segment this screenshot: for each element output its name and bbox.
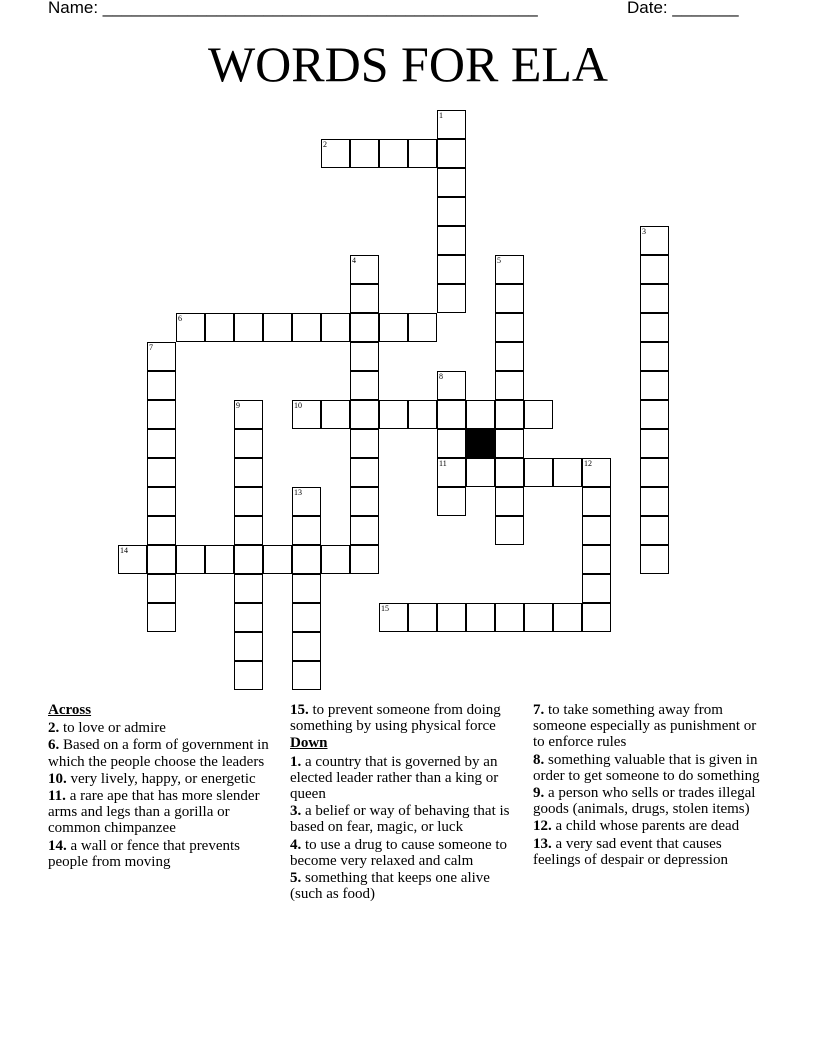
clue-number-label: 12 <box>584 459 592 468</box>
crossword-cell[interactable] <box>524 458 553 487</box>
crossword-cell[interactable] <box>640 458 669 487</box>
clue-number-label: 13 <box>294 488 302 497</box>
crossword-cell[interactable] <box>292 632 321 661</box>
crossword-cell[interactable] <box>582 516 611 545</box>
crossword-cell[interactable] <box>640 487 669 516</box>
crossword-cell[interactable] <box>640 284 669 313</box>
clues-column-3 <box>533 702 765 869</box>
down-clue-1 <box>290 754 526 803</box>
clue-number-label: 10 <box>294 401 302 410</box>
crossword-cell[interactable] <box>292 545 321 574</box>
clue-number: 3. <box>290 803 302 820</box>
clue-text: a very sad event that causes feelings of despair or depression <box>533 835 728 868</box>
crossword-cell-6[interactable] <box>176 313 205 342</box>
crossword-cell[interactable] <box>321 400 350 429</box>
crossword-cell[interactable] <box>350 545 379 574</box>
crossword-cell[interactable] <box>147 487 176 516</box>
page-title: WORDS FOR ELA <box>207 36 609 92</box>
clue-number: 10. <box>48 770 67 787</box>
crossword-cell[interactable] <box>350 313 379 342</box>
crossword-cell[interactable] <box>350 429 379 458</box>
crossword-cell-7[interactable] <box>147 342 176 371</box>
across-clue-14 <box>48 838 276 870</box>
crossword-cell[interactable] <box>147 545 176 574</box>
clue-number: 11. <box>48 788 66 805</box>
crossword-cell[interactable] <box>205 545 234 574</box>
clue-number-label: 14 <box>120 546 128 555</box>
crossword-cell[interactable] <box>147 574 176 603</box>
crossword-cell-12[interactable] <box>582 458 611 487</box>
crossword-cell[interactable] <box>553 603 582 632</box>
crossword-cell[interactable] <box>640 342 669 371</box>
clue-text: a rare ape that has more slender arms and legs than a gorilla or common chimpanzee <box>48 788 260 837</box>
crossword-cell[interactable] <box>350 400 379 429</box>
clue-number-label: 2 <box>323 140 327 149</box>
crossword-cell[interactable] <box>263 545 292 574</box>
clue-text: to use a drug to cause someone to become very relaxed and calm <box>290 836 508 869</box>
crossword-cell[interactable] <box>350 342 379 371</box>
crossword-cell[interactable] <box>640 429 669 458</box>
crossword-cell[interactable] <box>234 487 263 516</box>
crossword-cell-4[interactable] <box>350 255 379 284</box>
clue-number: 9. <box>533 785 545 802</box>
crossword-cell[interactable] <box>292 661 321 690</box>
crossword-cell[interactable] <box>176 545 205 574</box>
clues-column-2 <box>290 702 526 903</box>
across-clue-15 <box>290 702 526 734</box>
crossword-cell[interactable] <box>640 255 669 284</box>
clue-number: 15. <box>290 702 309 718</box>
crossword-cell[interactable] <box>437 603 466 632</box>
crossword-cell[interactable] <box>350 516 379 545</box>
crossword-cell[interactable] <box>234 661 263 690</box>
clue-number: 7. <box>533 702 545 718</box>
name-line: Name: ______________________________________________ <box>48 0 538 17</box>
crossword-cell[interactable] <box>495 603 524 632</box>
crossword-cell[interactable] <box>379 400 408 429</box>
clue-number: 14. <box>48 837 67 854</box>
crossword-cell[interactable] <box>292 516 321 545</box>
crossword-cell[interactable] <box>408 313 437 342</box>
across-clue-10 <box>48 771 276 787</box>
crossword-cell[interactable] <box>495 429 524 458</box>
crossword-cell[interactable] <box>292 313 321 342</box>
crossword-cell[interactable] <box>437 168 466 197</box>
crossword-cell[interactable] <box>321 313 350 342</box>
clue-text: a belief or way of behaving that is based on fear, magic, or luck <box>290 803 510 836</box>
clue-number-label: 7 <box>149 343 153 352</box>
crossword-cell[interactable] <box>408 139 437 168</box>
crossword-cell[interactable] <box>234 516 263 545</box>
crossword-cell[interactable] <box>437 226 466 255</box>
crossword-cell[interactable] <box>582 574 611 603</box>
clue-text: a child whose parents are dead <box>555 818 740 835</box>
crossword-cell[interactable] <box>437 487 466 516</box>
crossword-cell[interactable] <box>495 371 524 400</box>
clue-number-label: 8 <box>439 372 443 381</box>
clue-number: 5. <box>290 870 302 887</box>
down-clue-12 <box>533 818 765 834</box>
crossword-cell[interactable] <box>408 603 437 632</box>
crossword-cell[interactable] <box>495 284 524 313</box>
clue-number-label: 3 <box>642 227 646 236</box>
crossword-cell[interactable] <box>524 603 553 632</box>
crossword-cell[interactable] <box>640 545 669 574</box>
crossword-cell-2[interactable] <box>321 139 350 168</box>
crossword-cell[interactable] <box>234 429 263 458</box>
crossword-cell[interactable] <box>147 371 176 400</box>
crossword-cell[interactable] <box>582 603 611 632</box>
crossword-cell[interactable] <box>466 603 495 632</box>
crossword-cell[interactable] <box>234 574 263 603</box>
crossword-cell[interactable] <box>350 487 379 516</box>
crossword-cell[interactable] <box>582 545 611 574</box>
crossword-cell[interactable] <box>292 603 321 632</box>
down-clue-8 <box>533 752 765 784</box>
crossword-cell[interactable] <box>640 400 669 429</box>
crossword-cell[interactable] <box>147 458 176 487</box>
clue-number-label: 5 <box>497 256 501 265</box>
crossword-cell[interactable] <box>553 458 582 487</box>
crossword-cell[interactable] <box>292 574 321 603</box>
clues-column-1 <box>48 702 276 871</box>
crossword-cell[interactable] <box>582 487 611 516</box>
clue-text: to prevent someone from doing something by using physical force <box>290 702 501 735</box>
crossword-cell[interactable] <box>495 458 524 487</box>
crossword-cell-13[interactable] <box>292 487 321 516</box>
clue-text: a person who sells or trades illegal goods (animals, drugs, stolen items) <box>533 785 756 818</box>
clue-number: 2. <box>48 720 60 737</box>
crossword-cell[interactable] <box>408 400 437 429</box>
clue-number: 4. <box>290 836 302 853</box>
crossword-black-cell <box>466 429 495 458</box>
crossword-cell[interactable] <box>495 487 524 516</box>
crossword-cell[interactable] <box>234 603 263 632</box>
crossword-cell[interactable] <box>234 545 263 574</box>
crossword-cell[interactable] <box>437 284 466 313</box>
clue-text: Based on a form of government in which the people choose the leaders <box>48 737 269 770</box>
crossword-cell[interactable] <box>321 545 350 574</box>
crossword-cell[interactable] <box>437 197 466 226</box>
clue-number: 8. <box>533 751 545 768</box>
clue-number: 6. <box>48 737 60 754</box>
clue-text: to take something away from someone especially as punishment or to enforce rules <box>533 702 757 751</box>
crossword-cell[interactable] <box>640 371 669 400</box>
crossword-cell[interactable] <box>524 400 553 429</box>
crossword-cell[interactable] <box>466 400 495 429</box>
date-line: Date: _______ <box>627 0 739 17</box>
crossword-cell[interactable] <box>205 313 234 342</box>
crossword-cell[interactable] <box>437 400 466 429</box>
crossword-cell[interactable] <box>379 313 408 342</box>
crossword-cell[interactable] <box>437 429 466 458</box>
clue-text: very lively, happy, or energetic <box>70 770 256 787</box>
clue-number-label: 9 <box>236 401 240 410</box>
crossword-cell-8[interactable] <box>437 371 466 400</box>
clue-number: 1. <box>290 753 302 770</box>
crossword-cell[interactable] <box>350 284 379 313</box>
crossword-cell[interactable] <box>466 458 495 487</box>
across-clue-6 <box>48 737 276 769</box>
crossword-cell-9[interactable] <box>234 400 263 429</box>
down-clue-9 <box>533 785 765 817</box>
clue-number: 13. <box>533 835 552 852</box>
crossword-cell[interactable] <box>234 632 263 661</box>
crossword-cell[interactable] <box>640 313 669 342</box>
clue-text: something valuable that is given in order to get someone to do something <box>533 751 760 784</box>
across-clue-2 <box>48 720 276 736</box>
clue-text: a country that is governed by an elected leader rather than a king or queen <box>290 753 499 803</box>
crossword-cell-3[interactable] <box>640 226 669 255</box>
crossword-cell-10[interactable] <box>292 400 321 429</box>
crossword-cell[interactable] <box>350 458 379 487</box>
clue-number-label: 6 <box>178 314 182 323</box>
crossword-cell-5[interactable] <box>495 255 524 284</box>
across-clue-11 <box>48 788 276 837</box>
crossword-cell[interactable] <box>495 342 524 371</box>
clue-number: 12. <box>533 818 552 835</box>
clue-text: something that keeps one alive (such as food) <box>290 870 490 903</box>
crossword-cell[interactable] <box>147 516 176 545</box>
clue-text: a wall or fence that prevents people from moving <box>48 837 241 870</box>
crossword-cell[interactable] <box>640 516 669 545</box>
clue-number-label: 15 <box>381 604 389 613</box>
crossword-cell-1[interactable] <box>437 110 466 139</box>
clue-number-label: 11 <box>439 459 447 468</box>
crossword-cell[interactable] <box>350 371 379 400</box>
down-heading: Down <box>290 735 328 752</box>
clue-number-label: 4 <box>352 256 356 265</box>
down-clue-7 <box>533 702 765 751</box>
down-clue-13 <box>533 836 765 868</box>
crossword-cell[interactable] <box>147 603 176 632</box>
across-heading: Across <box>48 702 92 718</box>
crossword-cell[interactable] <box>437 139 466 168</box>
crossword-cell[interactable] <box>147 400 176 429</box>
down-clue-3 <box>290 803 526 835</box>
crossword-cell[interactable] <box>495 400 524 429</box>
clue-text: to love or admire <box>63 720 166 737</box>
crossword-cell-11[interactable] <box>437 458 466 487</box>
down-clue-4 <box>290 837 526 869</box>
crossword-cell[interactable] <box>263 313 292 342</box>
crossword-cell-14[interactable] <box>118 545 147 574</box>
crossword-cell[interactable] <box>379 139 408 168</box>
crossword-cell[interactable] <box>234 313 263 342</box>
crossword-cell[interactable] <box>350 139 379 168</box>
crossword-cell[interactable] <box>234 458 263 487</box>
crossword-cell-15[interactable] <box>379 603 408 632</box>
crossword-cell[interactable] <box>495 313 524 342</box>
crossword-cell[interactable] <box>147 429 176 458</box>
clue-number-label: 1 <box>439 111 443 120</box>
down-clue-5 <box>290 870 526 902</box>
crossword-cell[interactable] <box>495 516 524 545</box>
crossword-cell[interactable] <box>437 255 466 284</box>
